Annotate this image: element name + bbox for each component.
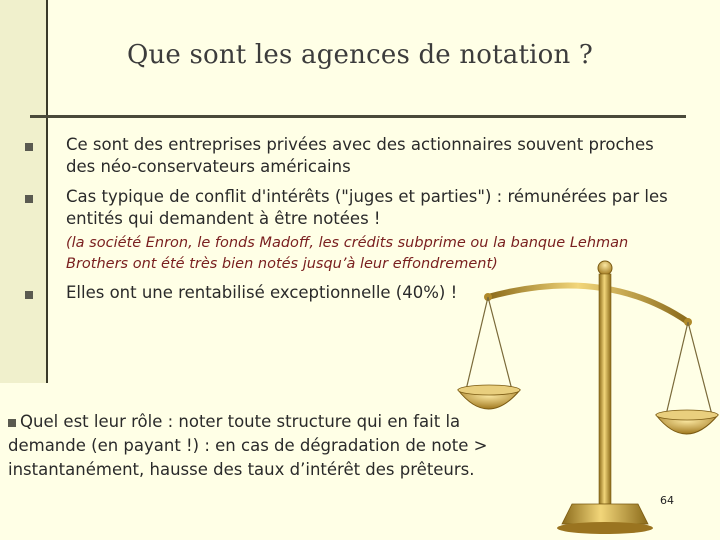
slide-title: Que sont les agences de notation ? (126, 40, 594, 70)
bullet-text-2: Cas typique de conflit d'intérêts ("juges et parties") : rémunérées par les entités qui demandent à être notées ! (66, 187, 668, 228)
bullet-marker (25, 143, 33, 151)
role-paragraph-text: Quel est leur rôle : noter toute structure qui en fait la demande (en payant !) : en cas de dégradation de note > instantanément, hausse des taux d’intérêt des prêteurs. (8, 412, 488, 479)
bullet-marker (25, 195, 33, 203)
bullet-marker (25, 291, 33, 299)
bullet-note: (la société Enron, le fonds Madoff, les crédits subprime ou la banque Lehman Brothers ont été très bien notés jusqu’à leur effondrement) (66, 235, 629, 272)
page-number: 64 (660, 494, 674, 507)
title-divider (30, 115, 686, 118)
bullet-marker (8, 419, 16, 427)
balance-scale-icon (440, 250, 720, 540)
bullet-text-1: Ce sont des entreprises privées avec des actionnaires souvent proches des néo-conservateurs américains (66, 135, 654, 176)
bullet-text-3: Elles ont une rentabilisé exceptionnelle (40%) ! (66, 283, 458, 302)
role-paragraph (8, 410, 508, 482)
